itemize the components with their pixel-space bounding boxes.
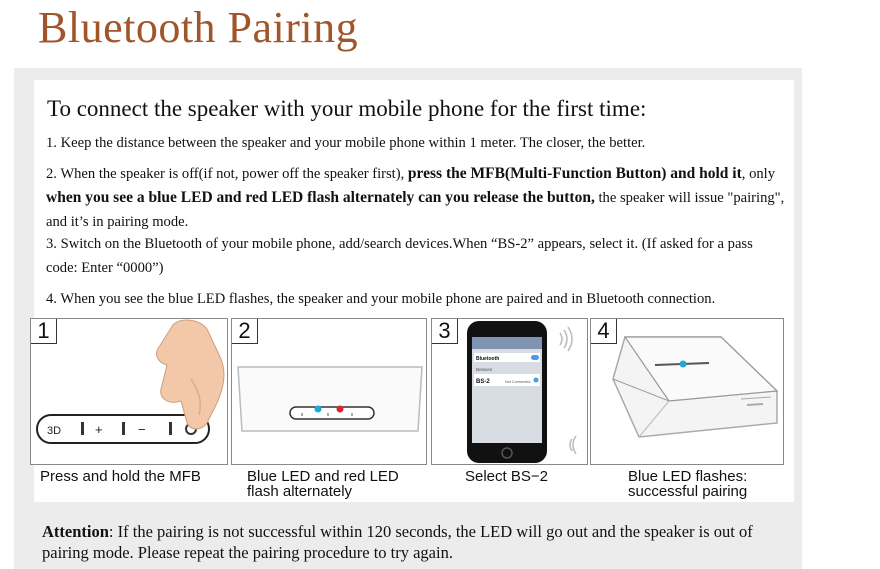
blue-led-icon <box>315 406 322 413</box>
illustration-select-device <box>431 318 588 465</box>
illustration-number: 3 <box>432 319 458 344</box>
illustration-press-mfb <box>30 318 228 465</box>
speaker-top-drawing <box>232 319 427 465</box>
illustration-paired <box>590 318 784 465</box>
instructions-subtitle: To connect the speaker with your mobile phone for the first time: <box>47 96 647 121</box>
caption-paired: Blue LED flashes: successful pairing <box>628 468 748 500</box>
info-icon <box>534 378 539 383</box>
instruction-panel <box>14 68 802 569</box>
signal-waves-icon <box>560 327 572 351</box>
instruction-card <box>34 80 794 502</box>
illustration-number: 4 <box>591 319 617 344</box>
caption-press-mfb: Press and hold the MFB <box>40 468 201 485</box>
illustration-led-flash <box>231 318 427 465</box>
phone-devices-label: Devices <box>476 367 493 372</box>
step-2-led-instruction: when you see a blue LED and red LED flash alternately can you release the button, <box>46 189 595 206</box>
step-2-only: , only <box>741 166 776 182</box>
signal-waves-icon <box>570 436 576 454</box>
step-1: 1. Keep the distance between the speaker and your mobile phone within 1 meter. The closer, the better. <box>46 135 646 151</box>
speaker-perspective-drawing <box>591 319 784 465</box>
phone-device-status: Not Connected <box>505 380 531 384</box>
button-label-plus: + <box>95 422 103 437</box>
attention-note <box>42 521 798 563</box>
speaker-hand-drawing <box>31 319 228 465</box>
button-label-3d: 3D <box>47 425 62 437</box>
step-2-press-mfb: press the MFB(Multi-Function Button) and hold it <box>407 165 742 182</box>
attention-label: Attention <box>42 522 109 541</box>
step-2-pairing-mode: the speaker will issue "pairing", and it’s in pairing mode. <box>46 190 785 230</box>
step-2 <box>46 162 788 234</box>
step-3: 3. Switch on the Bluetooth of your mobile phone, add/search devices.When “BS-2” appears, select it. (If asked for a pass code: Enter “0000”) <box>46 236 753 276</box>
caption-led-flash: Blue LED and red LED flash alternately <box>247 468 399 500</box>
phone-device-bs2: BS-2 <box>476 379 490 385</box>
button-label-minus: − <box>138 422 146 437</box>
attention-text: : If the pairing is not successful within 120 seconds, the LED will go out and the speaker is out of pairing mode. Please repeat the pairing procedure to try again. <box>42 522 753 562</box>
red-led-icon <box>337 406 344 413</box>
phone-bluetooth-row: Bluetooth <box>476 356 500 362</box>
caption-select-device: Select BS−2 <box>465 468 548 485</box>
finger-icon <box>157 320 224 429</box>
illustration-number: 2 <box>232 319 258 344</box>
illustration-number: 1 <box>31 319 57 344</box>
step-4: 4. When you see the blue LED flashes, the speaker and your mobile phone are paired and in Bluetooth connection. <box>46 291 716 307</box>
blue-led-icon <box>680 361 687 368</box>
page-title: Bluetooth Pairing <box>38 3 359 52</box>
step-2-intro: 2. When the speaker is off(if not, power off the speaker first), <box>46 166 405 182</box>
